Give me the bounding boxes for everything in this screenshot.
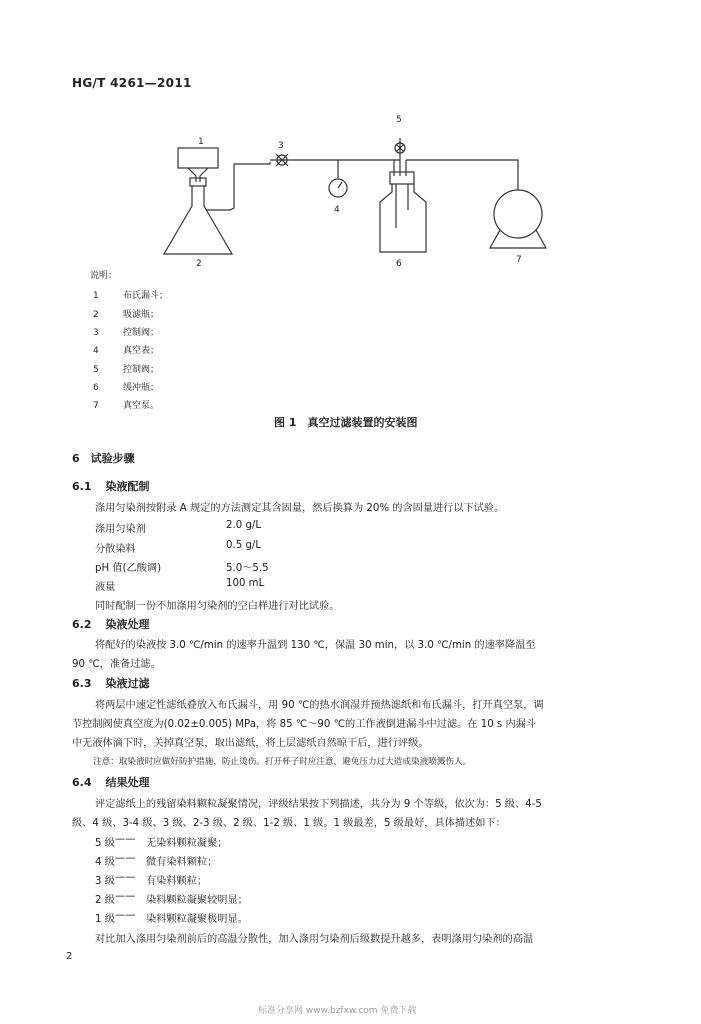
paragraph-line: 级、4 级、3-4 级、3 级、2-3 级、2 级、1-2 级、1 级。1 级最差，5 级最好，具体描述如下： — [72, 818, 506, 829]
subsection-number: 6.2 — [72, 618, 92, 631]
legend-text: 真空泵。 — [123, 401, 160, 411]
figure-label-6: 6 — [396, 259, 402, 269]
grade-dash: —— — [115, 853, 136, 864]
recipe-label: 液量 — [95, 582, 116, 593]
paragraph-line: 将两层中速定性滤纸叠放入布氏漏斗，用 90 ℃的热水润湿并预热滤纸和布氏漏斗，打开真空泵，调 — [95, 700, 544, 711]
paragraph-line: 90 ℃，准备过滤。 — [72, 659, 161, 670]
paragraph-line: 中无液体滴下时，关掉真空泵，取出滤纸，将上层滤纸自然晾干后，进行评级。 — [72, 738, 429, 749]
vacuum-filtration-diagram — [150, 110, 570, 270]
recipe-value: 2.0 g/L — [226, 520, 262, 531]
paragraph: 涤用匀染剂按附录 A 规定的方法测定其含固量，然后换算为 20% 的含固量进行以下试验。 — [95, 503, 505, 514]
legend-text: 控制阀； — [123, 328, 160, 338]
recipe-label: pH 值(乙酸调) — [95, 563, 162, 574]
subsection-number: 6.3 — [72, 677, 92, 690]
paragraph-line: 节控制阀使真空度为(0.02±0.005) MPa，将 85 ℃～90 ℃的工作液倒进漏斗中过滤。在 10 s 内漏斗 — [72, 719, 537, 730]
recipe-label: 分散染料 — [95, 544, 136, 555]
legend-num: 2 — [93, 310, 99, 320]
recipe-label: 涤用匀染剂 — [95, 524, 146, 535]
figure-label-4: 4 — [334, 205, 340, 215]
figure-label-5: 5 — [396, 115, 402, 125]
legend-text: 控制阀； — [123, 365, 160, 375]
legend-item — [93, 288, 168, 301]
safety-note: 注意：取染液时应做好防护措施，防止烫伤。打开杯子时应注意，避免压力过大造成染液喷溅伤人。 — [93, 757, 472, 767]
vacuum-pump — [490, 190, 546, 248]
legend-num: 7 — [93, 401, 99, 411]
legend-num: 5 — [93, 365, 99, 375]
grade-level: 4 级 — [95, 857, 115, 868]
subsection-heading — [72, 616, 150, 632]
subsection-number: 6.1 — [72, 480, 92, 493]
legend-num: 3 — [93, 328, 99, 338]
grade-dash: —— — [115, 872, 136, 883]
figure-label-1: 1 — [198, 137, 204, 147]
subsection-heading — [72, 774, 150, 790]
legend-num: 6 — [93, 383, 99, 393]
grade-description: 染料颗粒凝聚较明显； — [146, 895, 248, 906]
recipe-value: 100 mL — [226, 578, 265, 589]
section-heading: 6 试验步骤 — [72, 452, 135, 465]
grade-description: 微有染料颗粒； — [146, 857, 218, 868]
recipe-value: 5.0～5.5 — [226, 563, 269, 574]
paragraph-line: 评定滤纸上的残留染料颗粒凝聚情况，评级结果按下列描述，共分为 9 个等级，依次为：5 级、4-5 — [95, 799, 542, 810]
figure-label-3: 3 — [278, 141, 284, 151]
subsection-title: 染液处理 — [105, 618, 150, 631]
subsection-number: 6.4 — [72, 776, 92, 789]
standard-code: HG/T 4261—2011 — [72, 76, 192, 90]
funnel-stem — [188, 168, 208, 182]
figure-label-2: 2 — [196, 259, 202, 269]
buffer-bottle — [380, 172, 426, 252]
subsection-title: 结果处理 — [105, 776, 150, 789]
grade-description: 染料颗粒凝聚极明显。 — [146, 914, 248, 925]
footer-watermark: 标准分享网 www.bzfxw.com 免费下载 — [258, 1006, 417, 1016]
grade-dash: —— — [115, 910, 136, 921]
vacuum-gauge — [329, 160, 347, 197]
legend-item — [93, 307, 159, 320]
grade-level: 5 级 — [95, 838, 115, 849]
legend-text: 缓冲瓶； — [123, 383, 160, 393]
recipe-value: 0.5 g/L — [226, 540, 262, 551]
buchner-funnel — [178, 148, 218, 168]
subsection-heading — [72, 478, 150, 494]
flask-stopper — [190, 178, 206, 186]
figure-label-7: 7 — [516, 255, 522, 265]
legend-item — [93, 343, 159, 356]
control-valve-5 — [394, 138, 406, 176]
side-arm-tube — [206, 162, 270, 210]
legend-num: 4 — [93, 346, 99, 356]
legend-item — [93, 362, 159, 375]
subsection-title: 染液过滤 — [105, 677, 150, 690]
subsection-heading — [72, 675, 150, 691]
legend-item — [93, 380, 159, 393]
grade-level: 2 级 — [95, 895, 115, 906]
grade-dash: —— — [115, 891, 136, 902]
pump-tube — [406, 160, 518, 190]
grade-description: 有染料颗粒； — [146, 876, 208, 887]
grade-description: 无染料颗粒凝聚； — [146, 838, 228, 849]
legend-item — [93, 325, 159, 338]
page-number: 2 — [66, 951, 73, 962]
control-valve-3 — [270, 154, 400, 166]
figure-caption: 图 1 真空过滤装置的安装图 — [274, 416, 418, 429]
subsection-title: 染液配制 — [105, 480, 150, 493]
legend-title: 说明： — [90, 271, 118, 281]
paragraph: 同时配制一份不加涤用匀染剂的空白样进行对比试验。 — [95, 601, 340, 612]
legend-text: 布氏漏斗； — [123, 291, 169, 301]
paragraph-line: 将配好的染液按 3.0 ℃/min 的速率升温到 130 ℃，保温 30 min，以 3.0 ℃/min 的速率降温至 — [95, 640, 536, 651]
grade-level: 3 级 — [95, 876, 115, 887]
paragraph-line: 对比加入涤用匀染剂前后的高温分散性，加入涤用匀染剂后级数提升越多，表明涤用匀染剂的高温 — [95, 934, 534, 945]
suction-flask — [164, 186, 232, 254]
legend-item — [93, 398, 159, 411]
legend-text: 吸滤瓶； — [123, 310, 160, 320]
legend-num: 1 — [93, 291, 99, 301]
legend-text: 真空表； — [123, 346, 160, 356]
grade-dash: —— — [115, 834, 136, 845]
grade-level: 1 级 — [95, 914, 115, 925]
